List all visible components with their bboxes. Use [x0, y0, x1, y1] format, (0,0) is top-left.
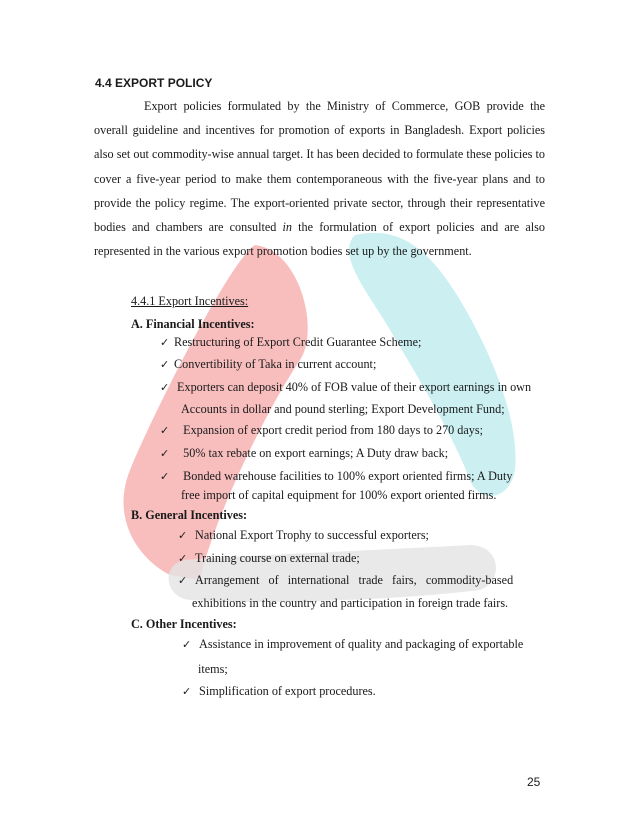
subsection-heading: 4.4.1 Export Incentives: — [131, 294, 249, 308]
list-item-continuation: Accounts in dollar and pound sterling; Export Development Fund; — [181, 402, 505, 416]
checkmark-icon: ✓ — [160, 336, 170, 349]
list-item: ✓ Bonded warehouse facilities to 100% export oriented firms; A Duty — [160, 464, 545, 490]
checkmark-icon: ✓ — [160, 381, 170, 394]
list-item: ✓ Expansion of export credit period from 180 days to 270 days; — [160, 418, 483, 444]
checkmark-icon: ✓ — [182, 685, 192, 698]
checkmark-icon: ✓ — [160, 447, 170, 460]
general-incentives-title: B. General Incentives: — [131, 508, 248, 522]
checkmark-icon: ✓ — [178, 529, 188, 542]
list-item: ✓ Restructuring of Export Credit Guarantee Scheme; — [160, 330, 421, 356]
list-item: ✓ Convertibility of Taka in current account; — [160, 352, 376, 378]
paragraph-emphasis: in — [282, 220, 292, 235]
checkmark-icon: ✓ — [160, 470, 170, 483]
list-item-continuation: exhibitions in the country and participation in foreign trade fairs. — [192, 596, 509, 610]
other-incentives-title: C. Other Incentives: — [131, 617, 237, 631]
paragraph-text-end: the formulation of export policies and are also represented in the various export promotion bodies set up by the government. — [94, 220, 545, 259]
checkmark-icon: ✓ — [160, 358, 170, 371]
list-item: ✓ Exporters can deposit 40% of FOB value of their export earnings in own — [160, 375, 531, 401]
checkmark-icon: ✓ — [178, 574, 188, 587]
checkmark-icon: ✓ — [182, 638, 192, 651]
paragraph-text: Export policies formulated by the Ministry of Commerce, GOB provide the overall guideline and incentives for promotion of exports in Bangladesh. Export policies also set out commodity-wise annual target. It has been decided to formulate these policies to cover a five-year period to make them contemporaneous with the five-year plans and to provide the policy regime. The export-oriented private sector, through their representative bodies and chambers are consulted — [94, 99, 545, 235]
financial-incentives-title: A. Financial Incentives: — [131, 317, 255, 331]
list-item-continuation: free import of capital equipment for 100% export oriented firms. — [181, 488, 497, 502]
list-item: ✓ Arrangement of international trade fairs, commodity-based — [178, 568, 545, 594]
list-item-continuation: items; — [198, 662, 228, 676]
list-item: ✓ Training course on external trade; — [178, 546, 360, 572]
checkmark-icon: ✓ — [178, 552, 188, 565]
checkmark-icon: ✓ — [160, 424, 170, 437]
section-heading: 4.4 EXPORT POLICY — [95, 76, 213, 90]
page-number: 25 — [527, 775, 541, 789]
list-item: ✓ Assistance in improvement of quality and packaging of exportable — [182, 632, 523, 658]
list-item: ✓ National Export Trophy to successful exporters; — [178, 523, 429, 549]
intro-paragraph — [94, 94, 545, 263]
list-item: ✓ 50% tax rebate on export earnings; A Duty draw back; — [160, 441, 448, 467]
list-item: ✓ Simplification of export procedures. — [182, 679, 376, 705]
